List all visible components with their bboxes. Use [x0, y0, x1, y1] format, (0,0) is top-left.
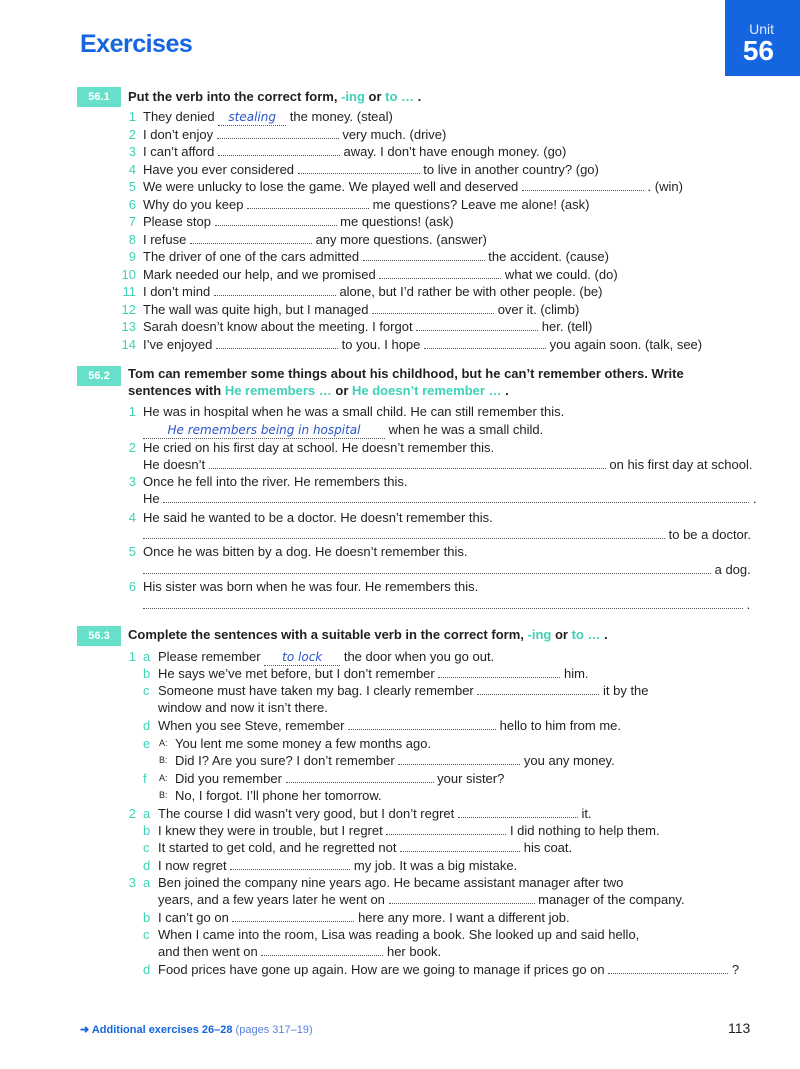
- answer-blank[interactable]: [477, 683, 599, 695]
- item-number: 5: [128, 179, 136, 194]
- answer-blank[interactable]: [190, 232, 312, 244]
- answer-line: .: [143, 596, 750, 613]
- speaker-a: A:: [159, 738, 168, 748]
- section-tag-56-2: 56.2: [77, 366, 121, 386]
- answer-line: a dog.: [143, 561, 751, 578]
- exercise-sentence: The wall was quite high, but I managed over it. (climb): [143, 302, 580, 317]
- answer-line: to be a doctor.: [143, 526, 751, 543]
- answer-blank[interactable]: [143, 562, 711, 574]
- sentence-continued: years, and a few years later he went on manager of the company.: [158, 892, 685, 907]
- dialogue-line: You lent me some money a few months ago.: [175, 736, 432, 751]
- item-number: 14: [121, 337, 136, 352]
- item-number: 11: [122, 284, 136, 299]
- item-number: 1: [128, 109, 136, 124]
- sentence: I can’t go on here any more. I want a different job.: [158, 910, 570, 925]
- answer-blank[interactable]: [522, 179, 644, 191]
- answer-blank[interactable]: [216, 337, 338, 349]
- answer-blank[interactable]: [218, 144, 340, 156]
- answer-blank[interactable]: [247, 197, 369, 209]
- exercise-sentence: I refuse any more questions. (answer): [143, 232, 487, 247]
- item-letter: a: [143, 806, 151, 821]
- answer-blank[interactable]: [230, 858, 350, 870]
- item-number: 10: [121, 267, 136, 282]
- exercise-sentence: Have you ever considered to live in another country? (go): [143, 162, 599, 177]
- exercise-sentence: I don’t mind alone, but I’d rather be with other people. (be): [143, 284, 603, 299]
- unit-badge: [725, 0, 800, 76]
- answer-blank[interactable]: [386, 823, 506, 835]
- answer-blank[interactable]: [400, 840, 520, 852]
- answer-blank[interactable]: [363, 249, 485, 261]
- instruction-56-3: Complete the sentences with a suitable verb in the correct form, -ing or to … .: [128, 627, 608, 642]
- sentence: Please remember to lock the door when you go out.: [158, 649, 495, 664]
- exercise-sentence: Mark needed our help, and we promised what we could. (do): [143, 267, 618, 282]
- speaker-a: A:: [159, 773, 168, 783]
- answer-blank[interactable]: [143, 527, 665, 539]
- answer-blank[interactable]: [372, 302, 494, 314]
- answer-blank[interactable]: [424, 337, 546, 349]
- question-text: He cried on his first day at school. He doesn’t remember this.: [143, 440, 495, 455]
- question-text: Once he fell into the river. He remembers this.: [143, 474, 408, 489]
- item-number: 6: [128, 197, 136, 212]
- unit-label: Unit: [749, 21, 774, 37]
- item-number: 6: [128, 579, 136, 594]
- item-number: 3: [128, 474, 136, 489]
- answer-blank[interactable]: He remembers being in hospital: [143, 425, 385, 439]
- answer-blank[interactable]: [215, 214, 337, 226]
- item-number: 13: [121, 319, 136, 334]
- item-letter: a: [143, 649, 151, 664]
- question-text: His sister was born when he was four. He remembers this.: [143, 579, 479, 594]
- sentence: Ben joined the company nine years ago. He became assistant manager after two: [158, 875, 624, 890]
- instruction-56-1: Put the verb into the correct form, -ing or to … .: [128, 89, 422, 104]
- sentence: When I came into the room, Lisa was reading a book. She looked up and said hello,: [158, 927, 640, 942]
- sentence: I now regret my job. It was a big mistake.: [158, 858, 518, 873]
- item-letter: e: [143, 736, 151, 751]
- speaker-b: B:: [159, 790, 168, 800]
- speaker-b: B:: [159, 755, 168, 765]
- exercise-sentence: I’ve enjoyed to you. I hope you again soon. (talk, see): [143, 337, 703, 352]
- group-number: 1: [128, 649, 136, 664]
- unit-number: 56: [742, 35, 774, 66]
- dialogue-line: Did I? Are you sure? I don’t remember you any money.: [175, 753, 615, 768]
- item-letter: d: [143, 718, 151, 733]
- answer-blank[interactable]: [416, 319, 538, 331]
- answer-blank[interactable]: [163, 491, 749, 503]
- item-letter: c: [143, 683, 150, 698]
- answer-blank[interactable]: [209, 457, 606, 469]
- item-number: 8: [128, 232, 136, 247]
- instruction-56-2-line-2: sentences with He remembers … or He doesn’t remember … .: [128, 383, 509, 398]
- exercise-sentence: The driver of one of the cars admitted the accident. (cause): [143, 249, 609, 264]
- item-number: 7: [128, 214, 136, 229]
- item-letter: b: [143, 823, 151, 838]
- page-title: Exercises: [80, 30, 193, 58]
- item-number: 3: [128, 144, 136, 159]
- answer-blank[interactable]: [298, 162, 420, 174]
- item-number: 5: [128, 544, 136, 559]
- group-number: 3: [128, 875, 136, 890]
- sentence-continued: window and now it isn’t there.: [158, 700, 328, 715]
- exercise-sentence: I don’t enjoy very much. (drive): [143, 127, 447, 142]
- answer-blank[interactable]: [214, 284, 336, 296]
- answer-blank[interactable]: to lock: [264, 652, 340, 666]
- sentence: He says we’ve met before, but I don’t remember him.: [158, 666, 589, 681]
- section-tag-56-3: 56.3: [77, 626, 121, 646]
- sentence: When you see Steve, remember hello to him from me.: [158, 718, 622, 733]
- item-letter: c: [143, 927, 150, 942]
- item-number: 2: [128, 440, 136, 455]
- item-letter: d: [143, 858, 151, 873]
- item-number: 1: [128, 404, 136, 419]
- exercise-sentence: They denied stealing the money. (steal): [143, 109, 393, 124]
- answer-blank[interactable]: [379, 267, 501, 279]
- answer-blank[interactable]: [261, 944, 383, 956]
- item-number: 2: [128, 127, 136, 142]
- answer-blank[interactable]: stealing: [218, 112, 286, 126]
- answer-blank[interactable]: [398, 753, 520, 765]
- answer-blank[interactable]: [232, 910, 354, 922]
- sentence-continued: and then went on her book.: [158, 944, 442, 959]
- answer-blank[interactable]: [458, 806, 578, 818]
- page-number: 113: [728, 1020, 751, 1036]
- answer-line: He remembers being in hospital when he was a small child.: [143, 421, 543, 439]
- section-tag-56-1: 56.1: [77, 87, 121, 107]
- answer-blank[interactable]: [438, 666, 560, 678]
- answer-blank[interactable]: [143, 597, 743, 609]
- item-number: 12: [121, 302, 136, 317]
- item-letter: c: [143, 840, 150, 855]
- item-letter: f: [143, 771, 147, 786]
- instruction-56-2-line-1: Tom can remember some things about his childhood, but he can’t remember others. Write: [128, 366, 684, 381]
- item-letter: d: [143, 962, 151, 977]
- answer-line: He .: [143, 491, 757, 506]
- exercise-sentence: I can’t afford away. I don’t have enough money. (go): [143, 144, 567, 159]
- exercise-sentence: Sarah doesn’t know about the meeting. I forgot her. (tell): [143, 319, 593, 334]
- item-letter: b: [143, 910, 151, 925]
- answer-blank[interactable]: [217, 127, 339, 139]
- additional-exercises-link[interactable]: ➜ Additional exercises 26–28 (pages 317–19): [80, 1024, 313, 1036]
- answer-blank[interactable]: [608, 962, 728, 974]
- answer-blank[interactable]: [286, 771, 434, 783]
- sentence: Someone must have taken my bag. I clearly remember it by the: [158, 683, 649, 698]
- question-text: Once he was bitten by a dog. He doesn’t remember this.: [143, 544, 468, 559]
- answer-blank[interactable]: [389, 892, 535, 904]
- exercise-sentence: Please stop me questions! (ask): [143, 214, 454, 229]
- exercise-sentence: We were unlucky to lose the game. We played well and deserved . (win): [143, 179, 683, 194]
- answer-line: He doesn’t on his first day at school.: [143, 457, 753, 472]
- dialogue-line: No, I forgot. I’ll phone her tomorrow.: [175, 788, 382, 803]
- item-number: 4: [128, 162, 136, 177]
- answer-blank[interactable]: [348, 718, 496, 730]
- question-text: He was in hospital when he was a small child. He can still remember this.: [143, 404, 565, 419]
- sentence: Food prices have gone up again. How are we going to manage if prices go on ?: [158, 962, 740, 977]
- sentence: I knew they were in trouble, but I regret I did nothing to help them.: [158, 823, 660, 838]
- exercise-sentence: Why do you keep me questions? Leave me alone! (ask): [143, 197, 590, 212]
- item-number: 9: [128, 249, 136, 264]
- dialogue-line: Did you remember your sister?: [175, 771, 505, 786]
- question-text: He said he wanted to be a doctor. He doesn’t remember this.: [143, 510, 493, 525]
- group-number: 2: [128, 806, 136, 821]
- sentence: It started to get cold, and he regretted not his coat.: [158, 840, 573, 855]
- sentence: The course I did wasn’t very good, but I don’t regret it.: [158, 806, 592, 821]
- item-number: 4: [128, 510, 136, 525]
- item-letter: a: [143, 875, 151, 890]
- item-letter: b: [143, 666, 151, 681]
